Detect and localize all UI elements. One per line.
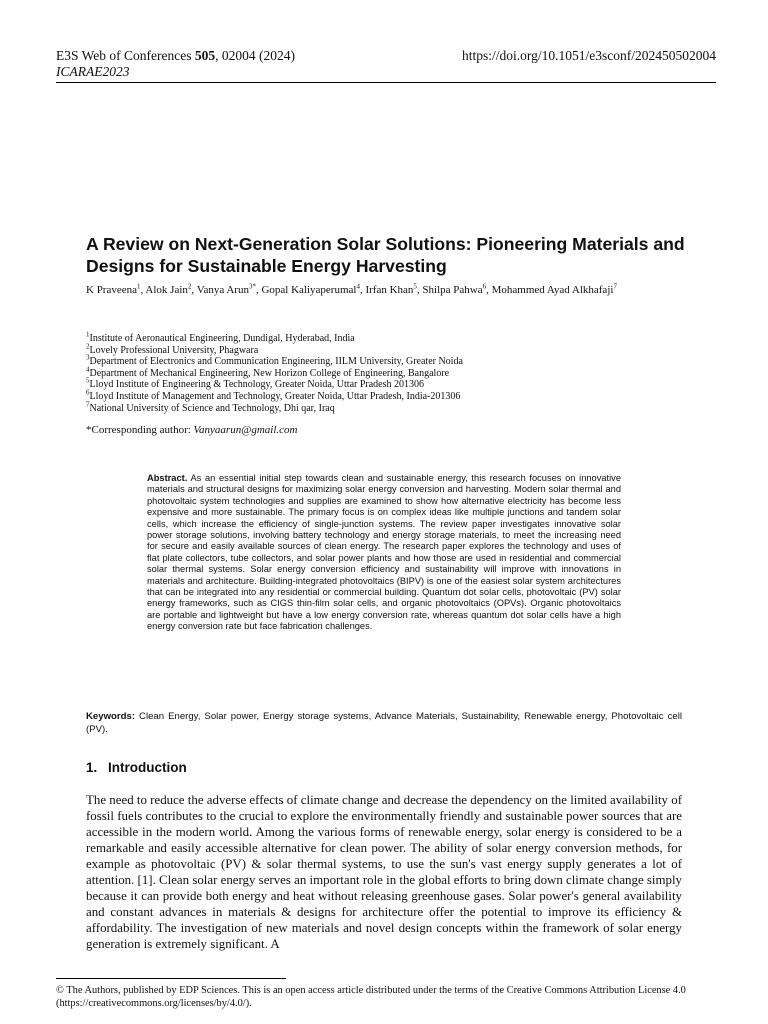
author-name: Irfan Khan (365, 284, 414, 296)
author-name: Alok Jain (145, 284, 188, 296)
journal-citation (56, 48, 295, 64)
journal-name: E3S Web of Conferences (56, 48, 195, 63)
affiliation-list (86, 330, 686, 414)
author-name: Vanya Arun (196, 284, 249, 296)
license-footer: © The Authors, published by EDP Sciences. This is an open access article distributed under the terms of the Creative Commons Attribution License 4.0 (https://creativecommons.org/licenses/by/4.0/). (56, 985, 686, 1009)
introduction-paragraph: The need to reduce the adverse effects of climate change and decrease the dependency on the limited availability of fossil fuels contributes to the crucial to explore the environmentally friendly and sustainable power sources that are accessible in the modern world. Among the various forms of renewable energy, solar energy is considered to be a remarkable and easily accessible alternative for clean power. The ability of solar energy conversion methods, for example as photovoltaic (PV) & solar thermal systems, to use the sun's vast energy supply generates a lot of attention. [1]. Clean solar energy serves an important role in the global efforts to bring down climate change simply because it can provide both energy and heat without releasing greenhouse gases. Solar power's general availability and constant advances in materials & designs for architecture offer the potential to improve its efficiency & affordability. The investigation of new materials and novel design concepts within the framework of solar energy generation is extremely significant. A (86, 793, 682, 951)
affiliation-text: Department of Electronics and Communication Engineering, IILM University, Greater Noida (89, 356, 463, 368)
affiliation-mark: 5 (86, 377, 90, 386)
article-number: , 02004 (2024) (215, 48, 296, 63)
affiliation-text: Department of Mechanical Engineering, New Horizon College of Engineering, Bangalore (89, 367, 450, 379)
affiliation-mark: 4 (86, 365, 90, 374)
conference-name: ICARAE2023 (56, 64, 130, 79)
keywords (86, 710, 682, 736)
section-title: Introduction (108, 760, 187, 775)
corresponding-author (86, 423, 297, 437)
author-name: K Praveena (86, 284, 138, 296)
author-name: Gopal Kaliyaperumal (261, 284, 357, 296)
corresponding-label: *Corresponding author: (86, 424, 194, 436)
abstract (147, 473, 621, 633)
author-affiliation-mark: 3* (248, 282, 256, 291)
doi-link[interactable]: https://doi.org/10.1051/e3sconf/202450502004 (462, 48, 716, 63)
author-name: Shilpa Pahwa (422, 284, 483, 296)
affiliation-text: Institute of Aeronautical Engineering, Dundigal, Hyderabad, India (89, 333, 355, 344)
affiliation-item (86, 342, 686, 357)
abstract-text: As an essential initial step towards clean and sustainable energy, this research focuses on innovative materials and structural designs for maximizing solar energy conversion and harvesting. Modern solar thermal and photovoltaic system technologies and supplies are examined to show how alternative electricity has become less expensive and more sustainable. The primary focus is on complex ideas like multiple junctions and tandem solar cells, which increase the efficiency of single-junction systems. The review paper investigates innovative solar power storage solutions, involving battery technology and energy storage materials, to meet the increasing need for secure and easily available sources of clean energy. The research paper explores the technology and uses of flat plate collectors, tube collectors, and solar power plants and how those are used in residential and commercial solar thermal systems. Solar energy conversion efficiency and sustainability will improve with innovations in materials and architecture. Building-integrated photovoltaics (BIPV) is one of the easiest solar system architectures that can be integrated into any residential or commercial building. Quantum dot solar cells, photovoltaic (PV) solar energy frameworks, such as CIGS thin-film solar cells, and organic photovoltaics (OPVs). Organic photovoltaics are portable and lightweight but have a low energy conversion rate, whereas quantum dot solar cells have a high energy conversion rate but face fabrication challenges. (147, 473, 621, 632)
author-list: K Praveena$^1$, Alok Jain$^2$, Vanya Arun$^{3*}$, Gopal Kaliyaperumal$^4$, Irfan Khan$^5$, Shilpa Pahwa$^6$, Mohammed Ayad Alkhafaji$^7$ (86, 282, 617, 296)
affiliation-text: Lloyd Institute of Management and Technology, Greater Noida, Uttar Pradesh, India-201306 (89, 390, 461, 402)
author-affiliation-mark: 4 (356, 282, 360, 291)
affiliation-text: Lloyd Institute of Engineering & Technology, Greater Noida, Uttar Pradesh 201306 (89, 379, 424, 391)
corresponding-email[interactable]: Vanyaarun@gmail.com (193, 424, 298, 436)
journal-volume: 505 (194, 48, 216, 63)
author-affiliation-mark: 7 (613, 282, 617, 291)
affiliation-mark: 6 (86, 388, 90, 397)
author-affiliation-mark: 2 (187, 282, 192, 291)
affiliation-item (86, 365, 686, 380)
affiliation-item (86, 388, 686, 403)
footer-divider (56, 978, 286, 979)
affiliation-text: National University of Science and Technology, Dhi qar, Iraq (89, 402, 335, 414)
section-heading-introduction (86, 760, 187, 775)
affiliation-text: Lovely Professional University, Phagwara (89, 344, 259, 356)
author-name: Mohammed Ayad Alkhafaji (491, 284, 614, 296)
section-number: 1. (86, 760, 98, 775)
paper-title: A Review on Next-Generation Solar Solutions: Pioneering Materials and Designs for Sustainable Energy Harvesting (86, 234, 685, 276)
affiliation-item (86, 400, 686, 415)
author-affiliation-mark: 5 (413, 282, 417, 291)
affiliation-item (86, 330, 686, 345)
header-divider (56, 82, 716, 83)
affiliation-mark: 1 (86, 330, 90, 339)
keywords-text: Clean Energy, Solar power, Energy storage systems, Advance Materials, Sustainability, Renewable energy, Photovoltaic cell (PV). (86, 711, 682, 735)
keywords-label: Keywords: (86, 711, 136, 722)
affiliation-mark: 2 (86, 342, 90, 351)
abstract-label: Abstract. (147, 473, 188, 483)
running-header-left (56, 48, 295, 80)
author-affiliation-mark: 1 (137, 282, 141, 291)
affiliation-mark: 3 (86, 353, 90, 362)
author-affiliation-mark: 6 (482, 282, 487, 291)
affiliation-item (86, 353, 686, 368)
affiliation-item (86, 379, 686, 391)
affiliation-mark: 7 (86, 400, 90, 409)
